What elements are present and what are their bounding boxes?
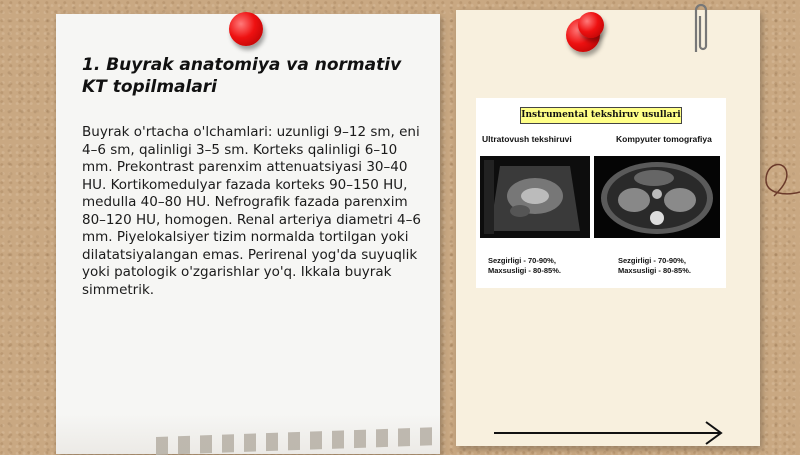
section-heading: 1. Buyrak anatomiya va normativ KT topilmalari <box>82 55 402 97</box>
ct-stats: Sezgirligi - 70-90%, Maxsusligi - 80-85%. <box>618 256 691 275</box>
pushpin-icon <box>229 12 263 46</box>
ultrasound-label: Ultratovush tekshiruvi <box>482 134 572 144</box>
embedded-slide-image <box>476 98 726 288</box>
body-paragraph: Buyrak o'rtacha o'lchamlari: uzunligi 9–12 sm, eni 4–6 sm, qalinligi 3–5 sm. Korteks qalinligi 6–10 mm. Prekontrast parenxim attenuatsiyasi 30–40 HU. Kortikomedulyar fazada korteks 90–150 HU, medulla 40–80 HU. Nefrografik fazada parenxim 80–120 HU, homogen. Renal arteriya diametri 4–6 mm. Piyelokalsiyer tizim normalda tortilgan yoki dilatatsiyalangan emas. Perirenal yog'da suyuqlik yoki patologik o'zgarishlar yo'q. Ikkala buyrak simmetrik. <box>82 124 421 298</box>
pushpin-head-icon <box>578 12 604 38</box>
string-squiggle-decoration <box>756 150 800 204</box>
slide-title: Instrumental tekshiruv usullari <box>520 107 682 124</box>
arrow-right-icon <box>490 418 726 448</box>
ct-scan-image <box>594 156 720 238</box>
ultrasound-scan-image <box>480 156 590 238</box>
paperclip-icon <box>690 0 712 58</box>
ultrasound-stats: Sezgirligi - 70-90%, Maxsusligi - 80-85%. <box>488 256 561 275</box>
ct-label: Kompyuter tomografiya <box>616 134 712 144</box>
